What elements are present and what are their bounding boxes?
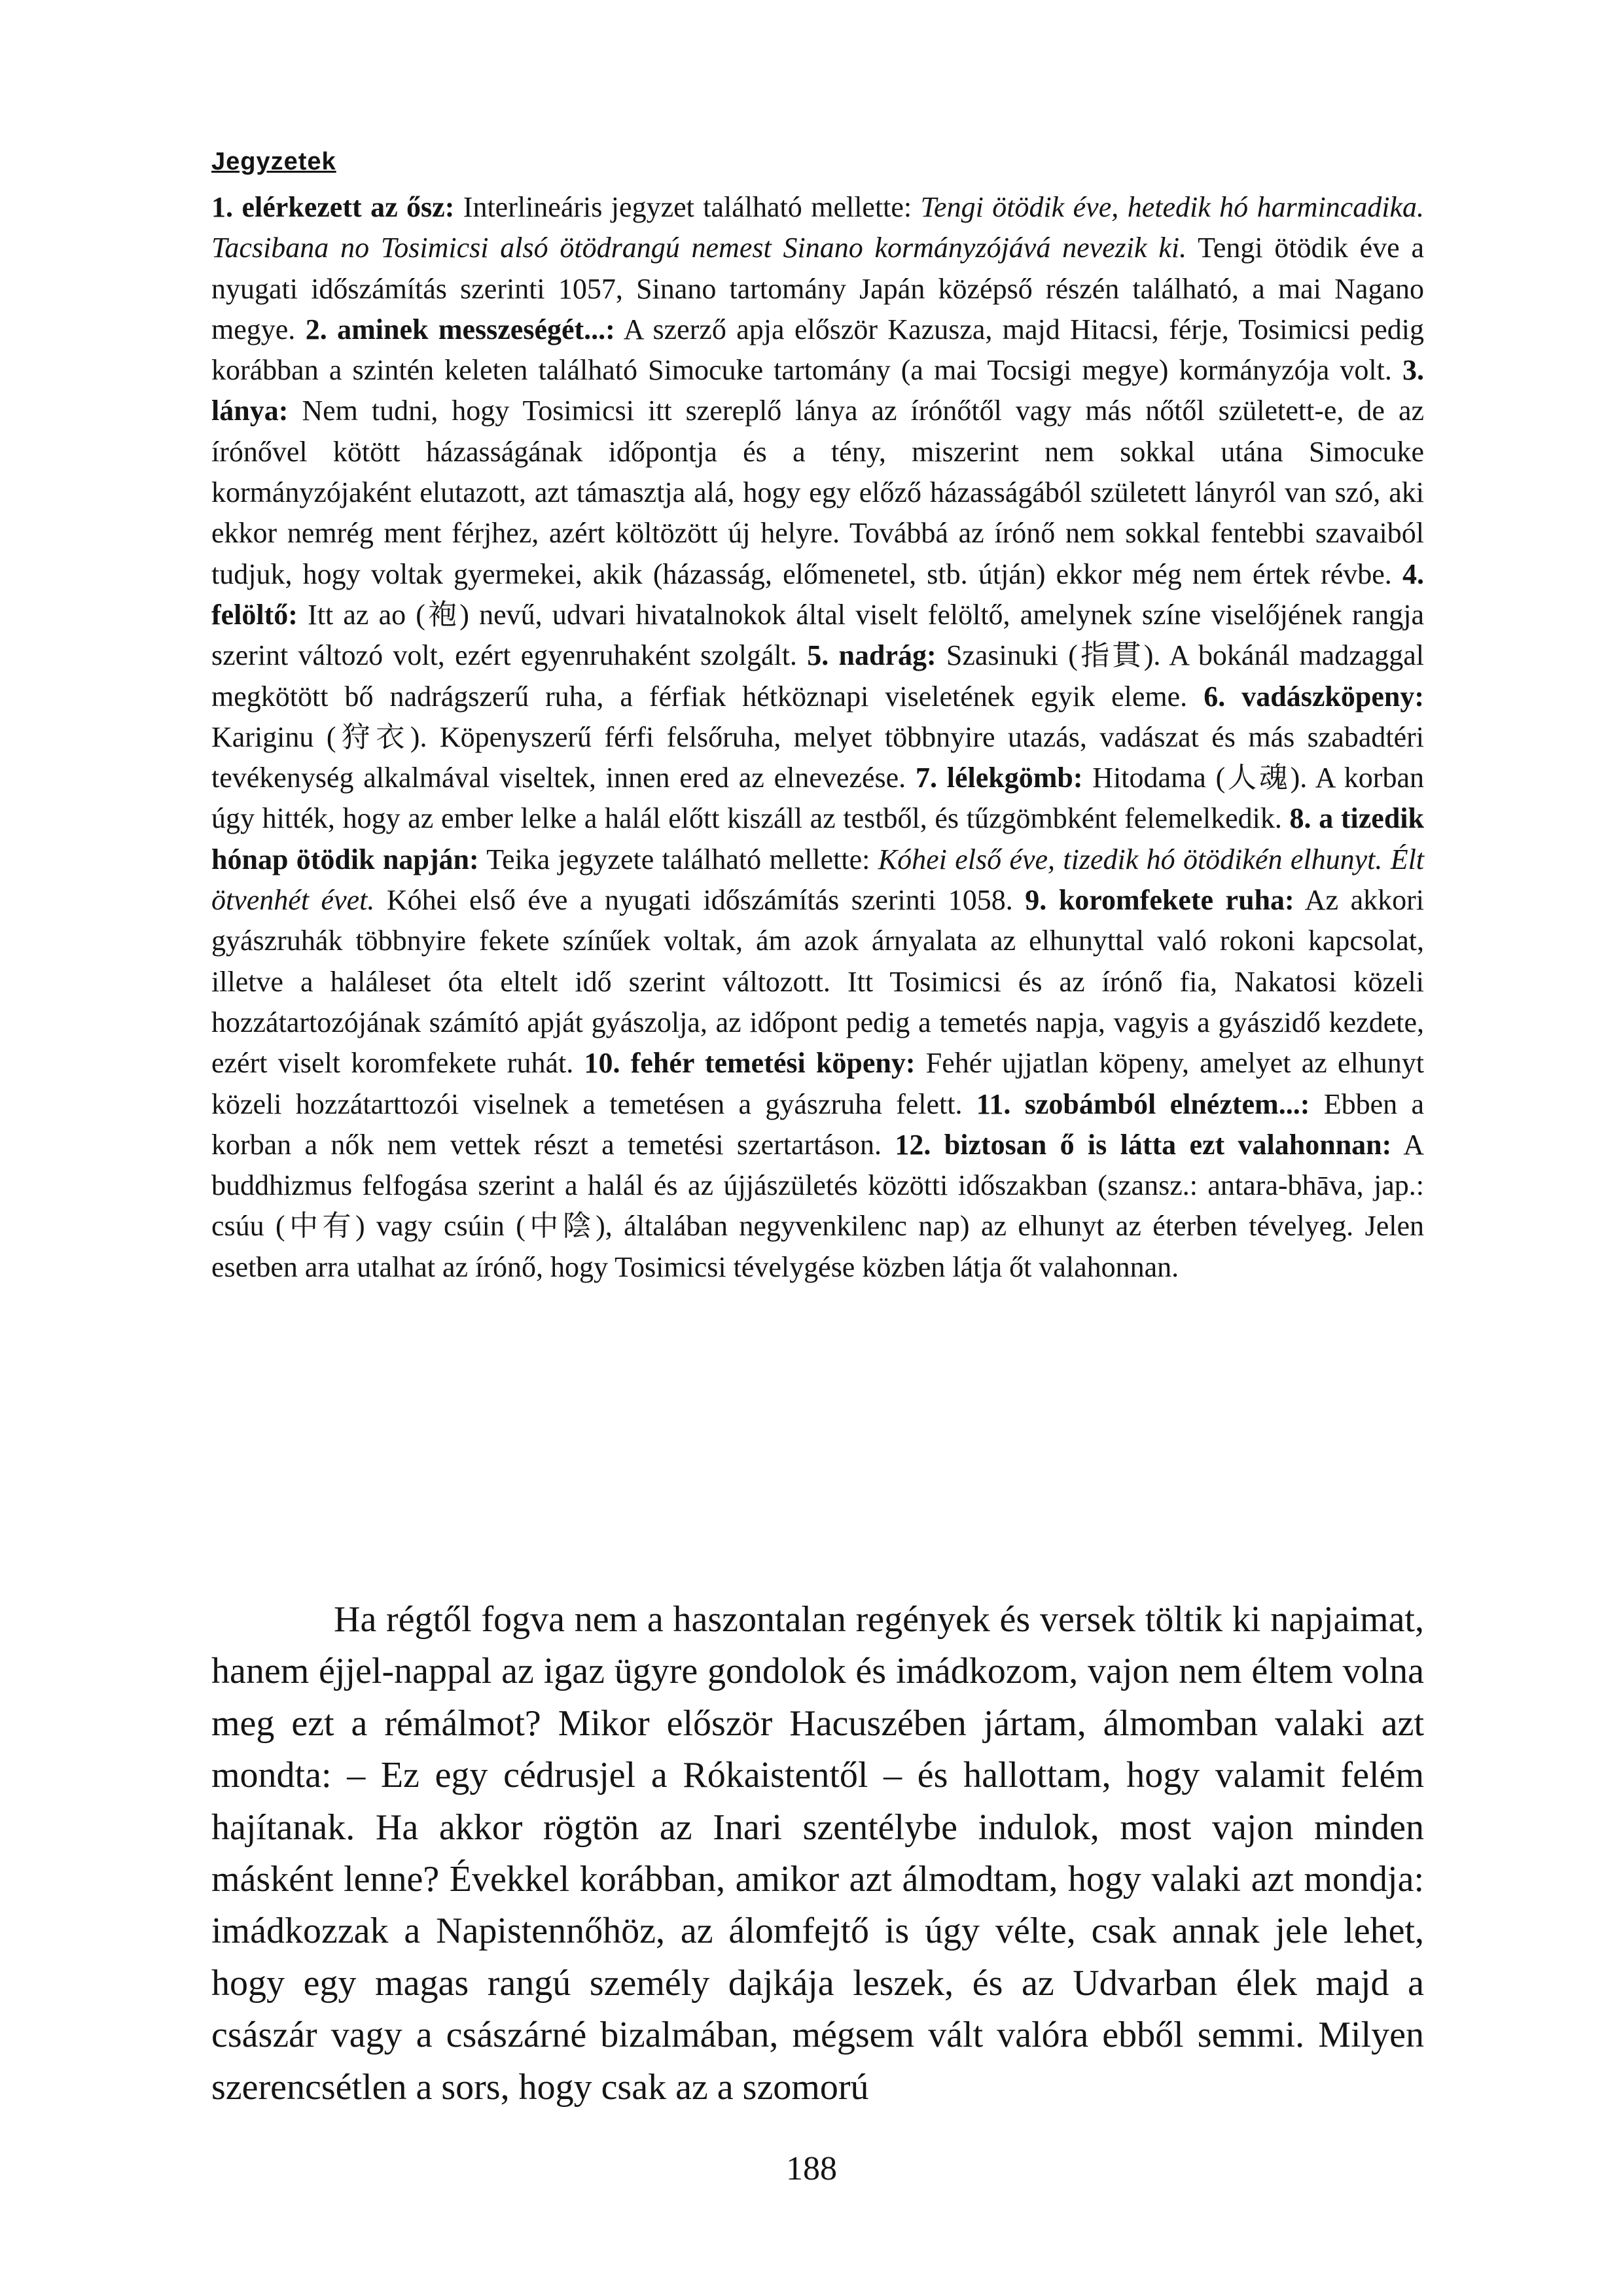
note-quote: Tengi ötödik éve, hetedik hó harmincadika. Tacsibana no Tosimicsi alsó ötödrangú nemest Sinano kormányzójává nevezik ki. xyxy=(211,191,1425,264)
note-number: 5. xyxy=(807,639,839,672)
notes-heading: Jegyzetek xyxy=(211,148,336,175)
note-text: Tengi ötödik éve a nyugati időszámítás szerinti 1057, Sinano tartomány Japán középső részén található, a mai Nagano megye. xyxy=(211,232,1424,345)
note-number: 4. xyxy=(1402,557,1424,590)
note-term: biztosan ő is látta ezt valahonnan: xyxy=(944,1128,1392,1161)
note-number: 10. xyxy=(584,1047,631,1080)
note-number: 12. xyxy=(895,1128,944,1161)
note-number: 9. xyxy=(1025,884,1059,917)
body-paragraph: Ha régtől fogva nem a haszontalan regények és versek töltik ki napjaimat, hanem éjjel-nappal az igaz ügyre gondolok és imádkozom, vajon nem éltem volna meg ezt a rémálmot? Mikor először Hacuszében jártam, álmomban valaki azt mondta: – Ez egy cédrusjel a Rókaistentől – és hallottam, hogy valamit felém hajítanak. Ha akkor rögtön az Inari szentélybe indulok, most vajon minden másként lenne? Évekkel korábban, amikor azt álmodtam, hogy valaki azt mondja: imádkozzak a Napistennőhöz, az álomfejtő is úgy vélte, csak annak jele lehet, hogy egy magas rangú személy dajkája leszek, és az Udvarban élek majd a császár vagy a császárné bizalmában, mégsem vált valóra ebből semmi. Milyen szerencsétlen a sors, hogy csak az a szomorú xyxy=(211,1599,1424,2108)
note-number: 11. xyxy=(976,1087,1025,1120)
note-number: 7. xyxy=(915,762,947,794)
notes-section xyxy=(211,187,1424,1288)
note-number: 1. xyxy=(211,191,242,223)
note-term: lánya: xyxy=(211,395,289,427)
note-text: A buddhizmus felfogása szerint a halál és az újjászületés közötti időszakban (szansz.: antara-bhāva, jap.: csúu (中有) vagy csúin (中陰), általában negyvenkilenc nap) az elhunyt az éterben tévelyeg. Jelen esetben arra utalhat az írónő, hogy Tosimicsi tévelygése közben látja őt valahonnan. xyxy=(211,1128,1424,1283)
note-text: Interlineáris jegyzet található mellette: xyxy=(454,191,921,223)
note-number: 2. xyxy=(305,313,338,345)
note-term: koromfekete ruha: xyxy=(1058,884,1294,917)
note-term: a tizedik hónap ötödik napján: xyxy=(211,802,1424,875)
note-text: A szerző apja először Kazusza, majd Hitacsi, férje, Tosimicsi pedig korábban a szintén keleten található Simocuke tartomány (a mai Tocsigi megye) kormányzója volt. xyxy=(211,313,1425,387)
note-term: felöltő: xyxy=(211,598,298,631)
note-text: Fehér ujjatlan köpeny, amelyet az elhunyt közeli hozzátarttozói viselnek a temetésen a gyászruha felett. xyxy=(211,1047,1425,1120)
note-text: Teika jegyzete található mellette: xyxy=(478,843,878,875)
note-quote: Kóhei első éve, tizedik hó ötödikén elhunyt. Élt ötvenhét évet. xyxy=(211,843,1425,917)
note-term: szobámból elnéztem...: xyxy=(1024,1087,1310,1120)
note-text: Az akkori gyászruhák többnyire fekete színűek voltak, ám azok árnyalata az elhunyttal való rokoni kapcsolat, illetve a haláleset óta eltelt idő szerint változott. Itt Tosimicsi és az írónő fia, Nakatosi közeli hozzátartozójának számító apját gyászolja, az időpont pedig a temetés napja, vagyis a gyászidő kezdete, ezért viselt koromfekete ruhát. xyxy=(211,884,1425,1080)
note-text: Nem tudni, hogy Tosimicsi itt szereplő lánya az írónőtől vagy más nőtől született-e, de az írónővel kötött házasságának időpontja és a tény, miszerint nem sokkal utána Simocuke kormányzójaként elutazott, azt támasztja alá, hogy egy előző házasságából született lányról van szó, aki ekkor nemrég ment férjhez, azért költözött új helyre. Továbbá az írónő nem sokkal fentebbi szavaiból tudjuk, hogy voltak gyermekei, akik (házasság, előmenetel, stb. útján) ekkor még nem értek révbe. xyxy=(211,395,1424,590)
note-text: Kariginu (狩衣). Köpenyszerű férfi felsőruha, melyet többnyire utazás, vadászat és más szabadtéri tevékenység alkalmával viseltek, innen ered az elnevezése. xyxy=(211,720,1424,794)
note-term: elérkezett az ősz: xyxy=(241,191,455,223)
note-item xyxy=(211,354,1424,590)
note-text: Ebben a korban a nők nem vettek részt a temetési szertartáson. xyxy=(211,1087,1424,1161)
note-number: 3. xyxy=(1402,354,1424,387)
note-text: Szasinuki (指貫). A bokánál madzaggal megkötött bő nadrágszerű ruha, a férfiak hétköznapi viseletének egyik eleme. xyxy=(211,639,1425,713)
main-text xyxy=(211,1594,1424,2113)
page-number: 188 xyxy=(786,2150,837,2187)
note-number: 8. xyxy=(1289,802,1319,835)
note-item xyxy=(211,313,1424,386)
note-text: Hitodama (人魂). A korban úgy hitték, hogy az ember lelke a halál előtt kiszáll az testből, és tűzgömbként felemelkedik. xyxy=(211,762,1424,835)
note-term: nadrág: xyxy=(838,639,936,672)
note-number: 6. xyxy=(1204,680,1242,713)
note-term: lélekgömb: xyxy=(946,762,1083,794)
note-term: vadászköpeny: xyxy=(1241,680,1425,713)
note-term: aminek messzeségét...: xyxy=(337,313,615,345)
note-text: Itt az ao (袍) nevű, udvari hivatalnokok által viselt felöltő, amelynek színe viselőjének rangja szerint változó volt, ezért egyenruhaként szolgált. xyxy=(211,598,1424,672)
notes-paragraph xyxy=(211,187,1424,1288)
note-text: Kóhei első éve a nyugati időszámítás szerinti 1058. xyxy=(374,884,1026,917)
note-term: fehér temetési köpeny: xyxy=(630,1047,916,1080)
